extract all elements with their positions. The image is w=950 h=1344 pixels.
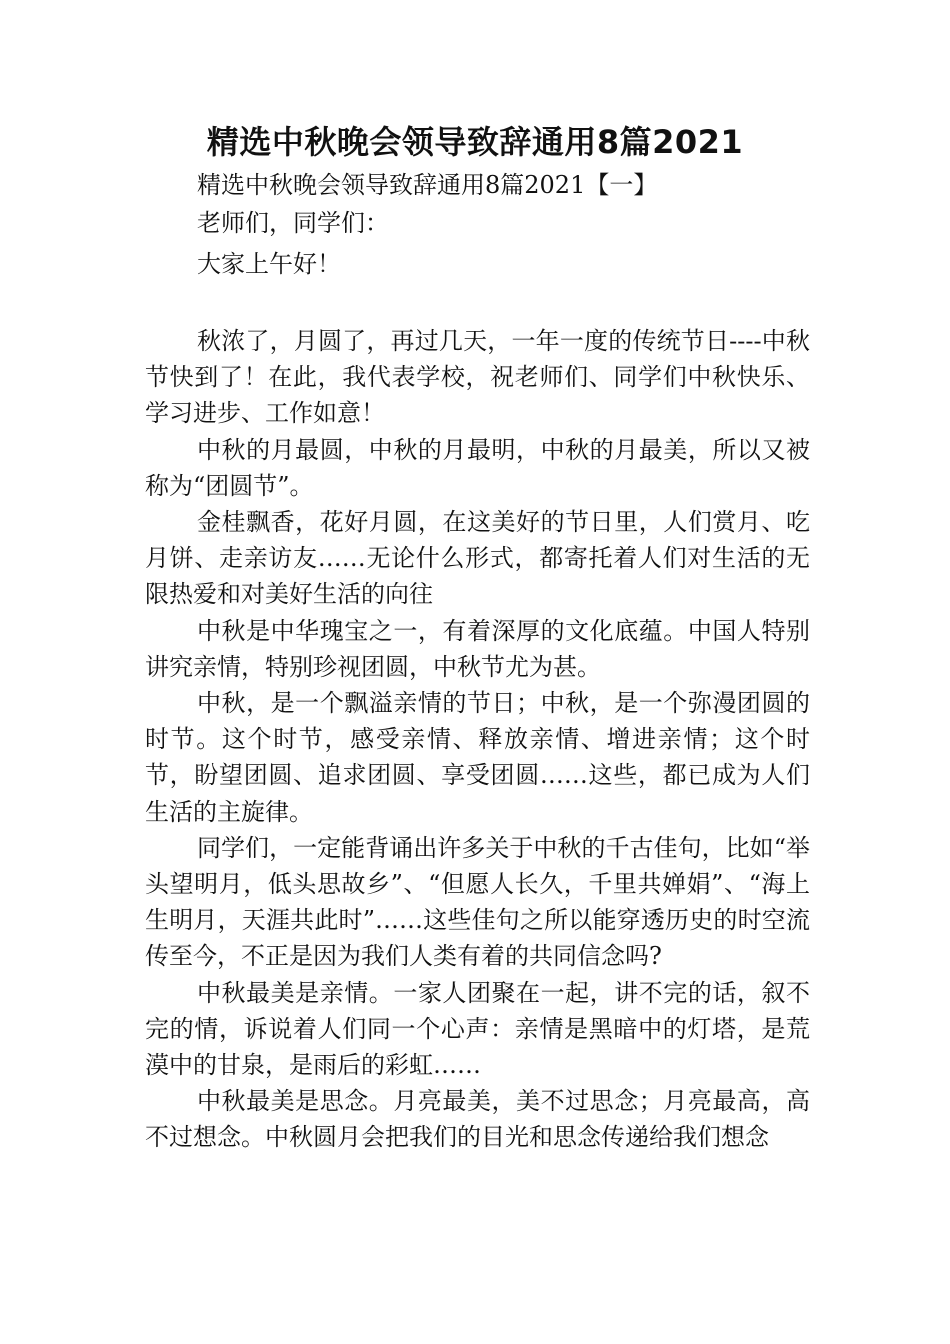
salutation: 老师们，同学们： <box>197 209 389 237</box>
paragraph: 金桂飘香，花好月圆，在这美好的节日里，人们赏月、吃月饼、走亲访友……无论什么形式，都寄托着人们对生活的无限热爱和对美好生活的向往 <box>145 508 810 609</box>
paragraph: 中秋最美是亲情。一家人团聚在一起，讲不完的话，叙不完的情，诉说着人们同一个心声：亲情是黑暗中的灯塔，是荒漠中的甘泉，是雨后的彩虹…… <box>145 978 810 1080</box>
paragraph: 中秋，是一个飘溢亲情的节日；中秋，是一个弥漫团圆的时节。这个时节，感受亲情、释放亲情、增进亲情；这个时节，盼望团圆、追求团圆、享受团圆……这些，都已成为人们生活的主旋律。 <box>145 689 810 826</box>
document-body <box>145 323 810 1156</box>
section-heading: 精选中秋晚会领导致辞通用8篇2021【一】 <box>197 171 658 199</box>
paragraph: 秋浓了，月圆了，再过几天，一年一度的传统节日----中秋节快到了！在此，我代表学校，祝老师们、同学们中秋快乐、学习进步、工作如意！ <box>145 327 810 428</box>
paragraph: 同学们，一定能背诵出许多关于中秋的千古佳句，比如“举头望明月，低头思故乡”、“但愿人长久，千里共婵娟”、“海上生明月，天涯共此时”……这些佳句之所以能穿透历史的时空流传至今，不正是因为我们人类有着的共同信念吗? <box>145 833 810 971</box>
greeting: 大家上午好！ <box>197 250 341 278</box>
paragraph: 中秋是中华瑰宝之一，有着深厚的文化底蕴。中国人特别讲究亲情，特别珍视团圆，中秋节尤为甚。 <box>145 616 810 681</box>
paragraph: 中秋最美是思念。月亮最美，美不过思念；月亮最高，高不过想念。中秋圆月会把我们的目光和思念传递给我们想念 <box>145 1087 810 1152</box>
document-title: 精选中秋晚会领导致辞通用8篇2021 <box>206 123 744 161</box>
paragraph: 中秋的月最圆，中秋的月最明，中秋的月最美，所以又被称为“团圆节”。 <box>145 435 810 500</box>
